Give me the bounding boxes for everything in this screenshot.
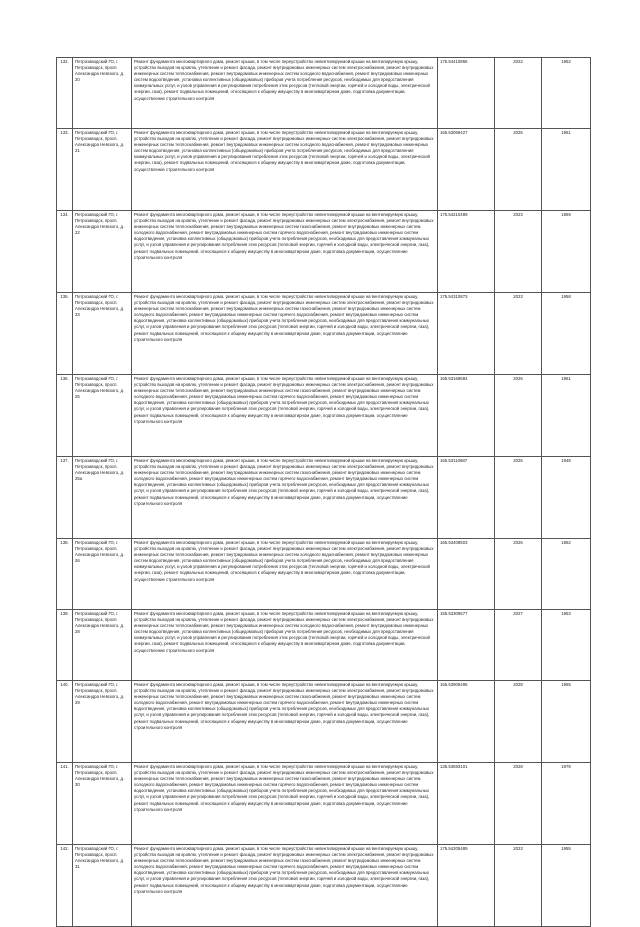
cost-cell: 165.53408503 <box>438 539 495 610</box>
build-year-cell: 1978 <box>542 763 591 845</box>
row-number-cell: 140. <box>57 681 73 763</box>
row-number-cell: 136. <box>57 375 73 457</box>
table-row <box>57 293 591 375</box>
address-cell: Петрозаводский ГО, г. Петрозаводск, просп. Александра Невского, д. 30 <box>73 763 132 845</box>
repair-year-cell: 2022 <box>495 58 542 129</box>
table-row <box>57 539 591 610</box>
cost-cell: 175.54410866 <box>438 58 495 129</box>
cost-cell: 165.53169684 <box>438 375 495 457</box>
repair-year-cell: 2027 <box>495 610 542 681</box>
address-cell: Петрозаводский ГО, г. Петрозаводск, просп. Александра Невского, д. 29 <box>73 681 132 763</box>
build-year-cell: 1958 <box>542 293 591 375</box>
table-row <box>57 211 591 293</box>
build-year-cell: 1961 <box>542 375 591 457</box>
row-number-cell: 138. <box>57 539 73 610</box>
build-year-cell: 1952 <box>542 539 591 610</box>
address-cell: Петрозаводский ГО, г. Петрозаводск, просп. Александра Невского, д. 25а <box>73 457 132 539</box>
work-description-cell: Ремонт фундамента многоквартирного дома, ремонт крыши, в том числе переустройство невентилируемой крыши на вентилируемую крышу, устройство выходов на кровлю, утепление и ремонт фасада, ремонт внутридомовых инженерных систем электроснабжения, ремонт внутридомовых инженерных систем теплоснабжения, ремонт внутридомовых инженерных систем холодного водоснабжения, ремонт внутридомовых инженерных систем водоотведения, установка коллективных (общедомовых) приборов учета потребления ресурсов, необходимых для предоставления коммунальных услуг, и узлов управления и регулирования потребления этих ресурсов (тепловой энергии, горячей и холодной воды, электрической энергии, газа), ремонт подвальных помещений, относящихся к общему имуществу в многоквартирном доме, подготовка документации, осуществление строительного контроля <box>132 129 438 211</box>
table-row <box>57 681 591 763</box>
row-number-cell: 132. <box>57 58 73 129</box>
address-cell: Петрозаводский ГО, г. Петрозаводск, просп. Александра Невского, д. 20 <box>73 58 132 129</box>
build-year-cell: 1951 <box>542 129 591 211</box>
repair-year-cell: 2023 <box>495 293 542 375</box>
work-description-cell: Ремонт фундамента многоквартирного дома, ремонт крыши, в том числе переустройство невентилируемой крыши на вентилируемую крышу, устройство выходов на кровлю, утепление и ремонт фасада, ремонт внутридомовых инженерных систем электроснабжения, ремонт внутридомовых инженерных систем теплоснабжения, ремонт внутридомовых инженерных систем холодного водоснабжения, ремонт внутридомовых инженерных систем водоотведения, установка коллективных (общедомовых) приборов учета потребления ресурсов, необходимых для предоставления коммунальных услуг, и узлов управления и регулирования потребления этих ресурсов (тепловой энергии, горячей и холодной воды, электрической энергии, газа), ремонт подвальных помещений, относящихся к общему имуществу в многоквартирном доме, подготовка документации, осуществление строительного контроля <box>132 539 438 610</box>
table-row <box>57 763 591 845</box>
row-number-cell: 141. <box>57 763 73 845</box>
repair-year-cell: 2023 <box>495 211 542 293</box>
document-page <box>56 57 590 927</box>
row-number-cell: 134. <box>57 211 73 293</box>
work-description-cell: Ремонт фундамента многоквартирного дома, ремонт крыши, в том числе переустройство невентилируемой крыши на вентилируемую крышу, устройство выходов на кровлю, утепление и ремонт фасада, ремонт внутридомовых инженерных систем электроснабжения, ремонт внутридомовых инженерных систем теплоснабжения, ремонт внутридомовых инженерных систем газоснабжения, ремонт внутридомовых инженерных систем холодного водоснабжения, ремонт внутридомовых инженерных систем горячего водоснабжения, ремонт внутридомовых инженерных систем водоотведения, установка коллективных (общедомовых) приборов учета потребления ресурсов, необходимых для предоставления коммунальных услуг, и узлов управления и регулирования потребления этих ресурсов (тепловой энергии, горячей и холодной воды, электрической энергии, газа), ремонт подвальных помещений, относящихся к общему имуществу в многоквартирном доме, подготовка документации, осуществление строительного контроля <box>132 763 438 845</box>
work-description-cell: Ремонт фундамента многоквартирного дома, ремонт крыши, в том числе переустройство невентилируемой крыши на вентилируемую крышу, устройство выходов на кровлю, утепление и ремонт фасада, ремонт внутридомовых инженерных систем электроснабжения, ремонт внутридомовых инженерных систем теплоснабжения, ремонт внутридомовых инженерных систем газоснабжения, ремонт внутридомовых инженерных систем холодного водоснабжения, ремонт внутридомовых инженерных систем горячего водоснабжения, ремонт внутридомовых инженерных систем водоотведения, установка коллективных (общедомовых) приборов учета потребления ресурсов, необходимых для предоставления коммунальных услуг, и узлов управления и регулирования потребления этих ресурсов (тепловой энергии, горячей и холодной воды, электрической энергии, газа), ремонт подвальных помещений, относящихся к общему имуществу в многоквартирном доме, подготовка документации, осуществление строительного контроля <box>132 211 438 293</box>
build-year-cell: 1952 <box>542 58 591 129</box>
repair-year-cell: 2023 <box>495 845 542 927</box>
cost-cell: 165.53069427 <box>438 129 495 211</box>
cost-cell: 175.54310873 <box>438 293 495 375</box>
work-description-cell: Ремонт фундамента многоквартирного дома, ремонт крыши, в том числе переустройство невентилируемой крыши на вентилируемую крышу, устройство выходов на кровлю, утепление и ремонт фасада, ремонт внутридомовых инженерных систем электроснабжения, ремонт внутридомовых инженерных систем теплоснабжения, ремонт внутридомовых инженерных систем холодного водоснабжения, ремонт внутридомовых инженерных систем водоотведения, установка коллективных (общедомовых) приборов учета потребления ресурсов, необходимых для предоставления коммунальных услуг, и узлов управления и регулирования потребления этих ресурсов (тепловой энергии, горячей и холодной воды, электрической энергии, газа), ремонт подвальных помещений, относящихся к общему имуществу в многоквартирном доме, подготовка документации, осуществление строительного контроля <box>132 610 438 681</box>
cost-cell: 165.53110687 <box>438 457 495 539</box>
work-description-cell: Ремонт фундамента многоквартирного дома, ремонт крыши, в том числе переустройство невентилируемой крыши на вентилируемую крышу, устройство выходов на кровлю, утепление и ремонт фасада, ремонт внутридомовых инженерных систем электроснабжения, ремонт внутридомовых инженерных систем теплоснабжения, ремонт внутридомовых инженерных систем газоснабжения, ремонт внутридомовых инженерных систем холодного водоснабжения, ремонт внутридомовых инженерных систем горячего водоснабжения, ремонт внутридомовых инженерных систем водоотведения, установка коллективных (общедомовых) приборов учета потребления ресурсов, необходимых для предоставления коммунальных услуг, и узлов управления и регулирования потребления этих ресурсов (тепловой энергии, горячей и холодной воды, электрической энергии, газа), ремонт подвальных помещений, относящихся к общему имуществу в многоквартирном доме, подготовка документации, осуществление строительного контроля <box>132 681 438 763</box>
address-cell: Петрозаводский ГО, г. Петрозаводск, просп. Александра Невского, д. 28 <box>73 610 132 681</box>
table-row <box>57 457 591 539</box>
cost-cell: 155.53309577 <box>438 610 495 681</box>
address-cell: Петрозаводский ГО, г. Петрозаводск, просп. Александра Невского, д. 23 <box>73 293 132 375</box>
cost-cell: 155.53905496 <box>438 681 495 763</box>
row-number-cell: 142. <box>57 845 73 927</box>
work-description-cell: Ремонт фундамента многоквартирного дома, ремонт крыши, в том числе переустройство невентилируемой крыши на вентилируемую крышу, устройство выходов на кровлю, утепление и ремонт фасада, ремонт внутридомовых инженерных систем электроснабжения, ремонт внутридомовых инженерных систем теплоснабжения, ремонт внутридомовых инженерных систем холодного водоснабжения, ремонт внутридомовых инженерных систем водоотведения, установка коллективных (общедомовых) приборов учета потребления ресурсов, необходимых для предоставления коммунальных услуг, и узлов управления и регулирования потребления этих ресурсов (тепловой энергии, горячей и холодной воды, электрической энергии, газа), ремонт подвальных помещений, относящихся к общему имуществу в многоквартирном доме, подготовка документации, осуществление строительного контроля <box>132 58 438 129</box>
repair-year-cell: 2026 <box>495 539 542 610</box>
build-year-cell: 1955 <box>542 681 591 763</box>
address-cell: Петрозаводский ГО, г. Петрозаводск, просп. Александра Невского, д. 25 <box>73 375 132 457</box>
row-number-cell: 137. <box>57 457 73 539</box>
row-number-cell: 133. <box>57 129 73 211</box>
row-number-cell: 139. <box>57 610 73 681</box>
cost-cell: 175.54210489 <box>438 211 495 293</box>
work-description-cell: Ремонт фундамента многоквартирного дома, ремонт крыши, в том числе переустройство невентилируемой крыши на вентилируемую крышу, устройство выходов на кровлю, утепление и ремонт фасада, ремонт внутридомовых инженерных систем электроснабжения, ремонт внутридомовых инженерных систем теплоснабжения, ремонт внутридомовых инженерных систем газоснабжения, ремонт внутридомовых инженерных систем холодного водоснабжения, ремонт внутридомовых инженерных систем горячего водоснабжения, ремонт внутридомовых инженерных систем водоотведения, установка коллективных (общедомовых) приборов учета потребления ресурсов, необходимых для предоставления коммунальных услуг, и узлов управления и регулирования потребления этих ресурсов (тепловой энергии, горячей и холодной воды, электрической энергии, газа), ремонт подвальных помещений, относящихся к общему имуществу в многоквартирном доме, подготовка документации, осуществление строительного контроля <box>132 845 438 927</box>
repair-year-cell: 2028 <box>495 681 542 763</box>
address-cell: Петрозаводский ГО, г. Петрозаводск, просп. Александра Невского, д. 26 <box>73 539 132 610</box>
cost-cell: 175.54205489 <box>438 845 495 927</box>
capital-repair-table <box>56 57 591 927</box>
cost-cell: 135.53593101 <box>438 763 495 845</box>
build-year-cell: 1948 <box>542 457 591 539</box>
table-body <box>57 58 591 927</box>
build-year-cell: 1955 <box>542 845 591 927</box>
work-description-cell: Ремонт фундамента многоквартирного дома, ремонт крыши, в том числе переустройство невентилируемой крыши на вентилируемую крышу, устройство выходов на кровлю, утепление и ремонт фасада, ремонт внутридомовых инженерных систем электроснабжения, ремонт внутридомовых инженерных систем теплоснабжения, ремонт внутридомовых инженерных систем газоснабжения, ремонт внутридомовых инженерных систем холодного водоснабжения, ремонт внутридомовых инженерных систем горячего водоснабжения, ремонт внутридомовых инженерных систем водоотведения, установка коллективных (общедомовых) приборов учета потребления ресурсов, необходимых для предоставления коммунальных услуг, и узлов управления и регулирования потребления этих ресурсов (тепловой энергии, горячей и холодной воды, электрической энергии, газа), ремонт подвальных помещений, относящихся к общему имуществу в многоквартирном доме, подготовка документации, осуществление строительного контроля <box>132 457 438 539</box>
table-row <box>57 845 591 927</box>
work-description-cell: Ремонт фундамента многоквартирного дома, ремонт крыши, в том числе переустройство невентилируемой крыши на вентилируемую крышу, устройство выходов на кровлю, утепление и ремонт фасада, ремонт внутридомовых инженерных систем электроснабжения, ремонт внутридомовых инженерных систем теплоснабжения, ремонт внутридомовых инженерных систем газоснабжения, ремонт внутридомовых инженерных систем холодного водоснабжения, ремонт внутридомовых инженерных систем горячего водоснабжения, ремонт внутридомовых инженерных систем водоотведения, установка коллективных (общедомовых) приборов учета потребления ресурсов, необходимых для предоставления коммунальных услуг, и узлов управления и регулирования потребления этих ресурсов (тепловой энергии, горячей и холодной воды, электрической энергии, газа), ремонт подвальных помещений, относящихся к общему имуществу в многоквартирном доме, подготовка документации, осуществление строительного контроля <box>132 293 438 375</box>
address-cell: Петрозаводский ГО, г. Петрозаводск, просп. Александра Невского, д. 21 <box>73 129 132 211</box>
table-row <box>57 58 591 129</box>
row-number-cell: 135. <box>57 293 73 375</box>
repair-year-cell: 2026 <box>495 375 542 457</box>
repair-year-cell: 2026 <box>495 129 542 211</box>
table-row <box>57 129 591 211</box>
repair-year-cell: 2026 <box>495 457 542 539</box>
build-year-cell: 1959 <box>542 211 591 293</box>
table-row <box>57 610 591 681</box>
address-cell: Петрозаводский ГО, г. Петрозаводск, просп. Александра Невского, д. 31 <box>73 845 132 927</box>
repair-year-cell: 2028 <box>495 763 542 845</box>
address-cell: Петрозаводский ГО, г. Петрозаводск, просп. Александра Невского, д. 22 <box>73 211 132 293</box>
table-row <box>57 375 591 457</box>
build-year-cell: 1953 <box>542 610 591 681</box>
work-description-cell: Ремонт фундамента многоквартирного дома, ремонт крыши, в том числе переустройство невентилируемой крыши на вентилируемую крышу, устройство выходов на кровлю, утепление и ремонт фасада, ремонт внутридомовых инженерных систем электроснабжения, ремонт внутридомовых инженерных систем теплоснабжения, ремонт внутридомовых инженерных систем газоснабжения, ремонт внутридомовых инженерных систем холодного водоснабжения, ремонт внутридомовых инженерных систем горячего водоснабжения, ремонт внутридомовых инженерных систем водоотведения, установка коллективных (общедомовых) приборов учета потребления ресурсов, необходимых для предоставления коммунальных услуг, и узлов управления и регулирования потребления этих ресурсов (тепловой энергии, горячей и холодной воды, электрической энергии, газа), ремонт подвальных помещений, относящихся к общему имуществу в многоквартирном доме, подготовка документации, осуществление строительного контроля <box>132 375 438 457</box>
